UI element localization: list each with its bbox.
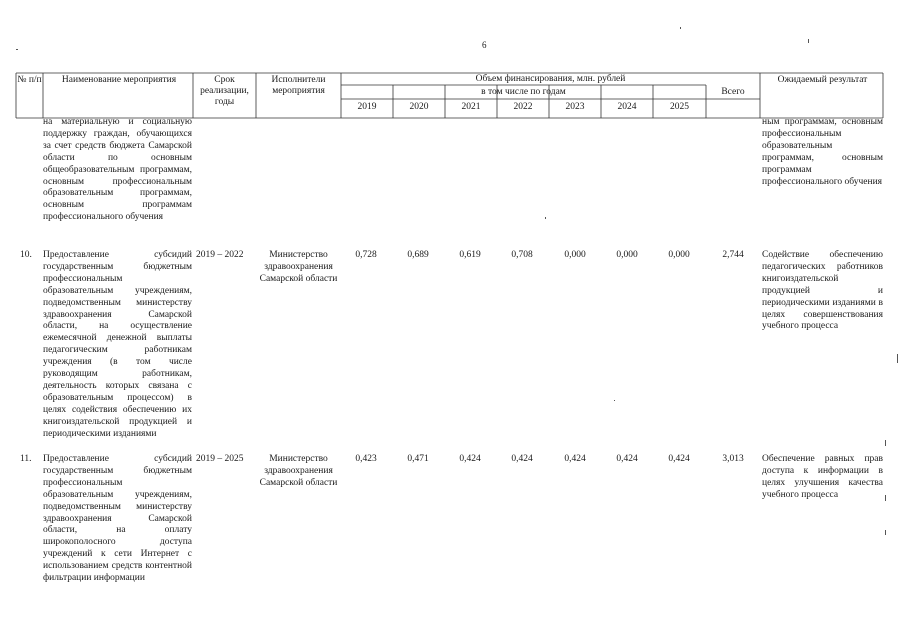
- row-value-2021: 0,619: [459, 250, 481, 260]
- row-value-2022: 0,708: [511, 250, 533, 260]
- row-name: Предоставление субсидий государственным бюджетным профессиональным образовательным учреждениям, подведомственным министерству здравоохранения Самарской области, на осуществление ежемесячной денежной выплаты педагогическим работникам учреждения (в том числе руководящим работникам, деятельность которых связана с образовательным процессом) в целях содействия обеспечению их книгоиздательской продукцией и периодическими изданиями: [43, 250, 192, 439]
- row-result: Обеспечение равных прав доступа к информации в целях улучшения качества учебного процесса: [762, 454, 883, 500]
- row-value-2020: 0,689: [407, 250, 429, 260]
- row-number: 10.: [20, 250, 32, 260]
- scan-speck: [614, 400, 615, 401]
- row-name: Предоставление субсидий государственным бюджетным профессиональным образовательным учреждениям, подведомственным министерству здравоохранения Самарской области, на оплату широкополосного доступа учреждений к сети Интернет с использованием средств контентной фильтрации информации: [43, 454, 192, 584]
- header-col-executor: Исполнители мероприятия: [271, 75, 326, 96]
- page-number: 6: [482, 40, 487, 50]
- header-year-2025: 2025: [670, 102, 689, 112]
- row-executor: Министерство здравоохранения Самарской области: [259, 454, 338, 488]
- header-year-2021: 2021: [461, 102, 481, 112]
- scan-speck: [885, 530, 886, 535]
- row-value-2024: 0,424: [616, 454, 638, 464]
- continuation-name: на материальную и социальную поддержку граждан, обучающихся за счет средств бюджета Самарской области по основным общеобразовательным программам, основным профессиональным образовательным программам, основным программам профессионального обучения: [43, 117, 192, 223]
- header-col-name: Наименование мероприятия: [61, 75, 177, 85]
- row-value-2020: 0,471: [407, 454, 429, 464]
- header-year-2023: 2023: [565, 102, 585, 112]
- header-year-2019: 2019: [357, 102, 377, 112]
- header-year-2024: 2024: [617, 102, 637, 112]
- row-value-2023: 0,424: [564, 454, 586, 464]
- scan-speck: [897, 354, 898, 363]
- scan-speck: [545, 217, 546, 219]
- header-col-result: Ожидаемый результат: [777, 75, 868, 85]
- row-value-2019: 0,423: [355, 454, 377, 464]
- row-total: 2,744: [722, 250, 744, 260]
- scan-speck: [16, 49, 18, 50]
- row-value-2021: 0,424: [459, 454, 481, 464]
- row-value-2022: 0,424: [511, 454, 533, 464]
- scan-speck: [885, 440, 886, 446]
- continuation-result: ным программам, основным профессиональным образовательным программам, основным программам профессионального обучения: [762, 117, 883, 187]
- row-total: 3,013: [722, 454, 744, 464]
- row-term: 2019 – 2025: [196, 454, 244, 464]
- scan-speck: [808, 39, 809, 43]
- header-col-finance: Объем финансирования, млн. рублей: [475, 74, 626, 84]
- row-value-2019: 0,728: [355, 250, 377, 260]
- scan-speck: [680, 27, 681, 29]
- row-value-2025: 0,424: [668, 454, 690, 464]
- row-value-2023: 0,000: [564, 250, 586, 260]
- row-term: 2019 – 2022: [196, 250, 244, 260]
- row-value-2024: 0,000: [616, 250, 638, 260]
- header-col-total: Всего: [721, 87, 745, 97]
- row-value-2025: 0,000: [668, 250, 690, 260]
- header-col-term: Срок реализации, годы: [200, 75, 249, 107]
- row-executor: Министерство здравоохранения Самарской области: [259, 250, 338, 284]
- header-year-2020: 2020: [409, 102, 429, 112]
- scan-speck: [885, 495, 886, 501]
- row-result: Содействие обеспечению педагогических работников книгоиздательской продукцией и периодическими изданиями в целях совершенствования учебного процесса: [762, 250, 883, 332]
- header-by-years: в том числе по годам: [481, 87, 566, 97]
- header-col-number: № п/п: [17, 75, 42, 85]
- header-year-2022: 2022: [513, 102, 533, 112]
- row-number: 11.: [20, 454, 32, 464]
